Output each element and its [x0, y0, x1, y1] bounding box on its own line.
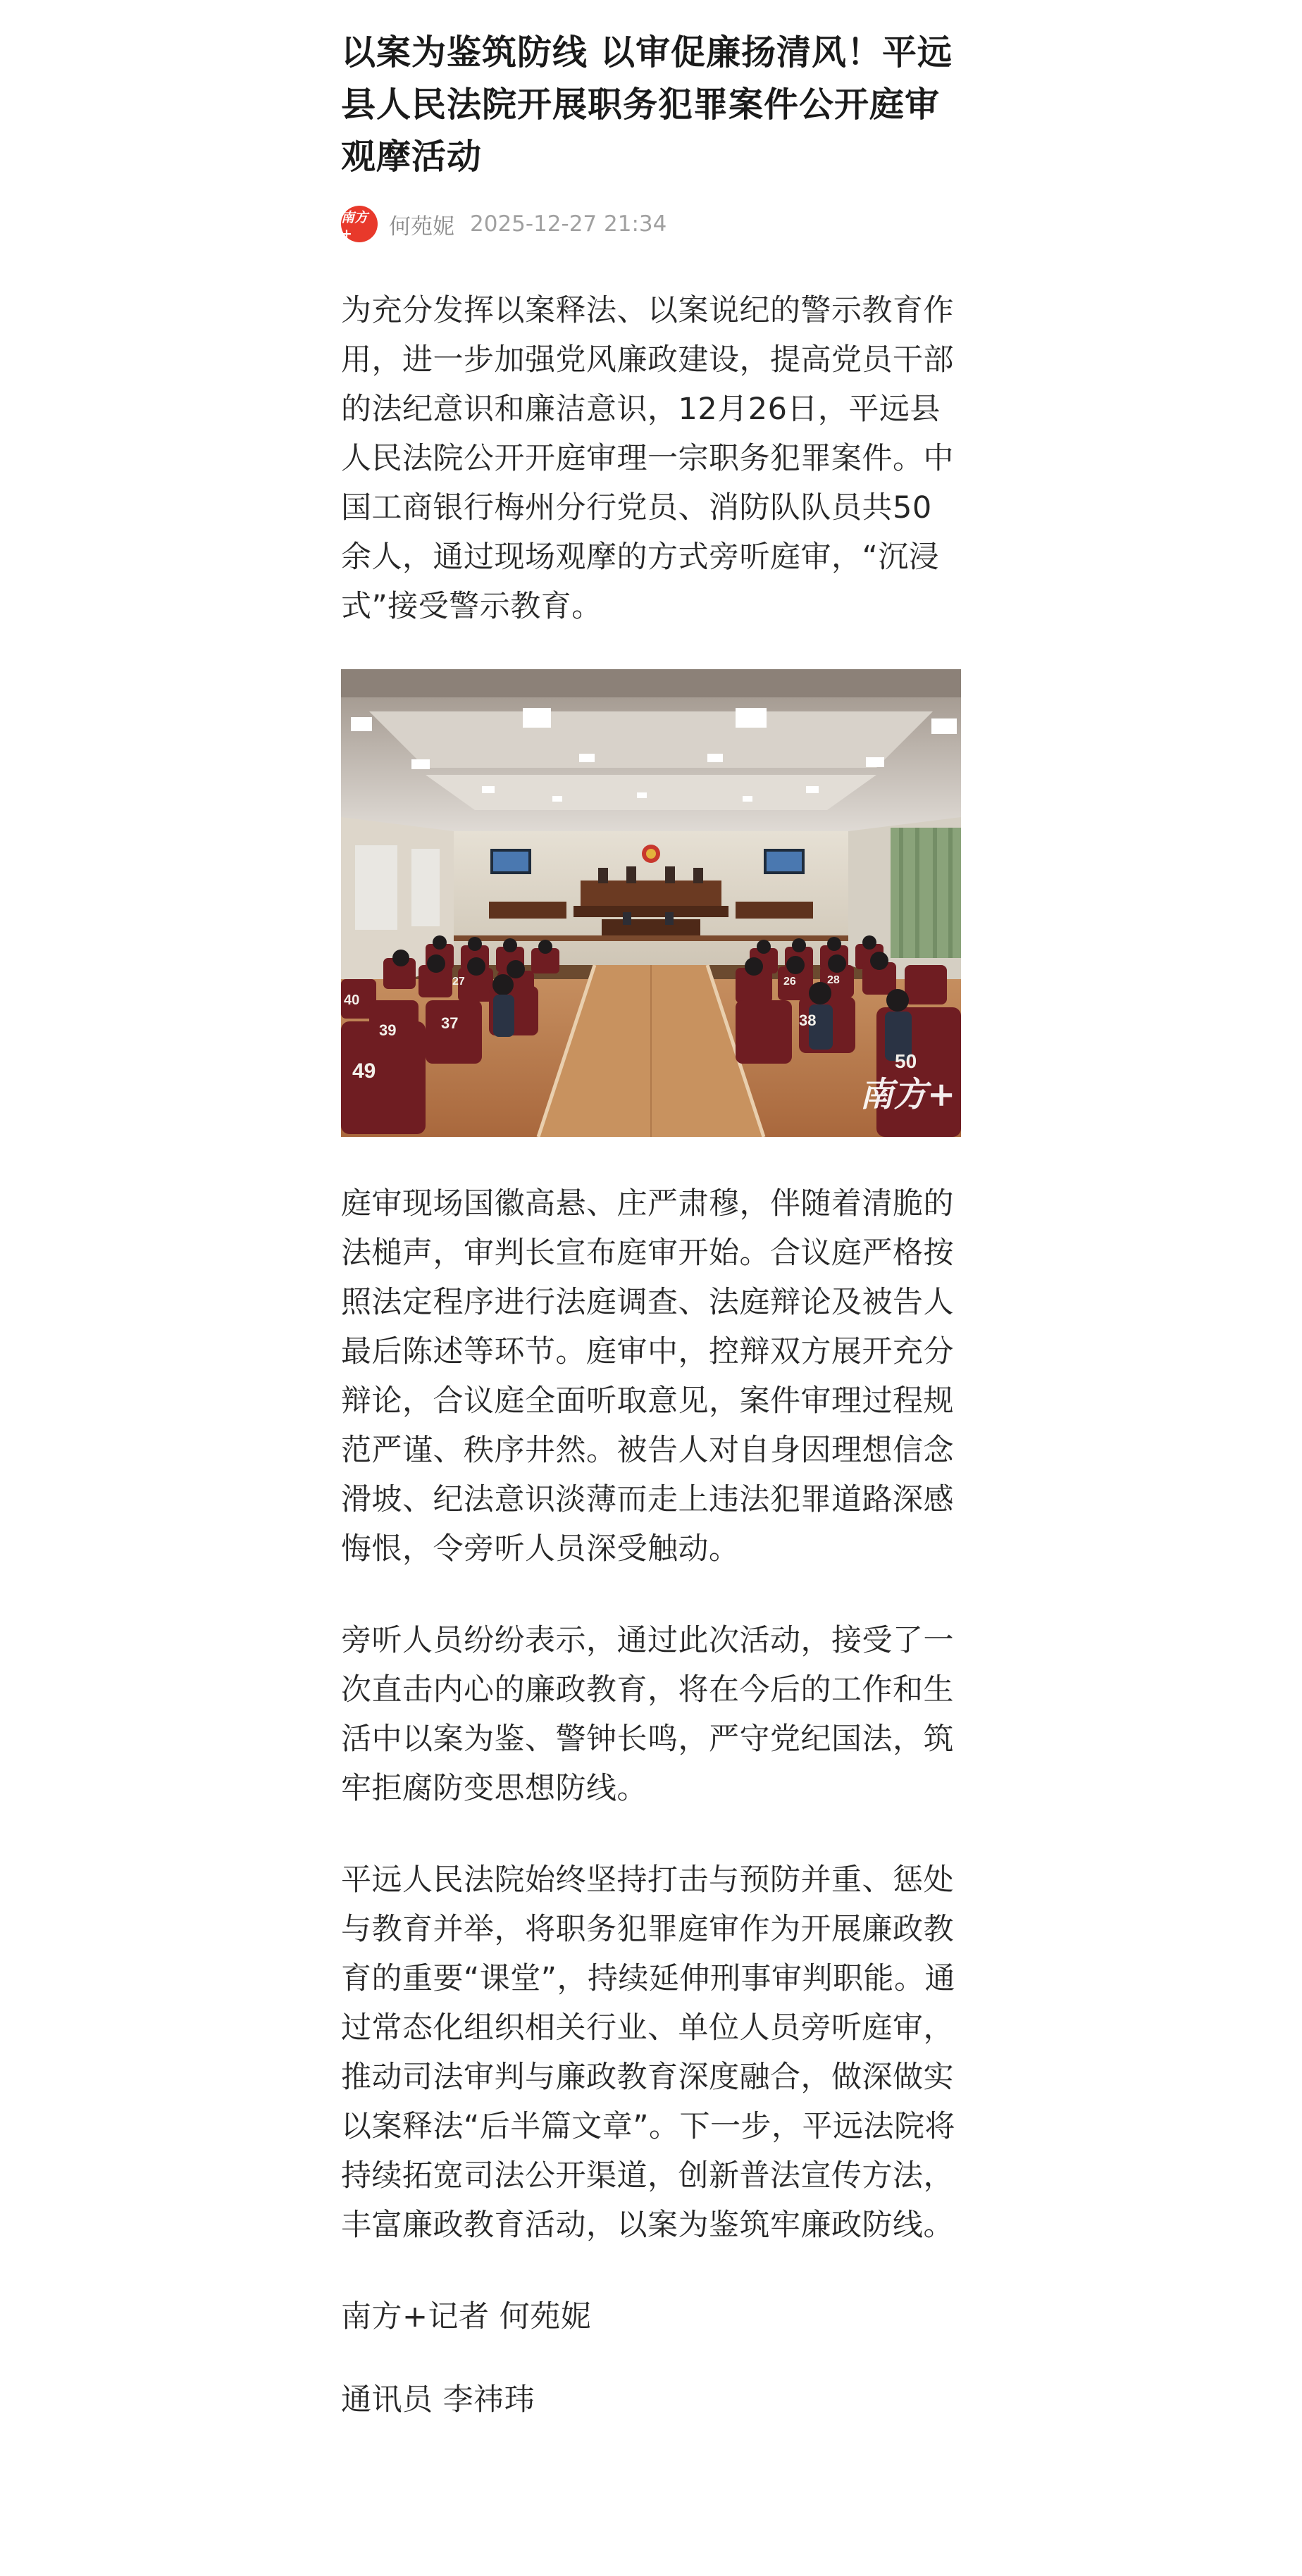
correspondent-byline: 通讯员 李祎玮	[341, 2382, 535, 2418]
seat-number: 27	[452, 976, 465, 988]
seat-number: 38	[799, 1012, 817, 1029]
seat-number: 26	[783, 976, 796, 988]
seat-number: 49	[352, 1059, 376, 1083]
seat-number: 50	[895, 1050, 917, 1072]
article	[341, 0, 961, 2425]
seat-number: 40	[344, 993, 360, 1008]
paragraph-2: 庭审现场国徽高悬、庄严肃穆，伴随着清脆的法槌声，审判长宣布庭审开始。合议庭严格按照法定程序进行法庭调查、法庭辩论及被告人最后陈述等环节。庭审中，控辩双方展开充分辩论，合议庭全面听取意见，案件审理过程规范严谨、秩序井然。被告人对自身因理想信念滑坡、纪法意识淡薄而走上违法犯罪道路深感悔恨，令旁听人员深受触动。	[341, 1186, 954, 1567]
reporter-byline: 南方+记者 何苑妮	[341, 2299, 592, 2334]
photo-watermark: 南方+	[860, 1075, 956, 1114]
article-title: 以案为鉴筑防线 以审促廉扬清风！平远县人民法院开展职务犯罪案件公开庭审观摩活动	[341, 32, 953, 177]
paragraph-3: 旁听人员纷纷表示，通过此次活动，接受了一次直击内心的廉政教育，将在今后的工作和生活中以案为鉴、警钟长鸣，严守党纪国法，筑牢拒腐防变思想防线。	[341, 1623, 954, 1806]
seat-number: 37	[441, 1014, 459, 1032]
seat-number: 28	[827, 974, 840, 986]
courtroom-photo-graphic	[341, 669, 961, 1137]
paragraph-1: 为充分发挥以案释法、以案说纪的警示教育作用，进一步加强党风廉政建设，提高党员干部的法纪意识和廉洁意识，12月26日，平远县人民法院公开开庭审理一宗职务犯罪案件。中国工商银行梅州分行党员、消防队队员共50余人，通过现场观摩的方式旁听庭审，“沉浸式”接受警示教育。	[341, 293, 954, 624]
courtroom-photo[interactable]	[341, 669, 961, 1137]
article-meta	[341, 204, 961, 244]
author-name[interactable]: 何苑妮	[389, 213, 454, 239]
paragraph-4: 平远人民法院始终坚持打击与预防并重、惩处与教育并举，将职务犯罪庭审作为开展廉政教育的重要“课堂”，持续延伸刑事审判职能。通过常态化组织相关行业、单位人员旁听庭审，推动司法审判与廉政教育深度融合，做深做实以案释法“后半篇文章”。下一步，平远法院将持续拓宽司法公开渠道，创新普法宣传方法，丰富廉政教育活动，以案为鉴筑牢廉政防线。	[341, 1862, 956, 2243]
seat-number: 39	[379, 1021, 397, 1039]
publish-date: 2025-12-27 21:34	[470, 211, 667, 237]
author-avatar[interactable]: 南方+	[341, 206, 378, 242]
